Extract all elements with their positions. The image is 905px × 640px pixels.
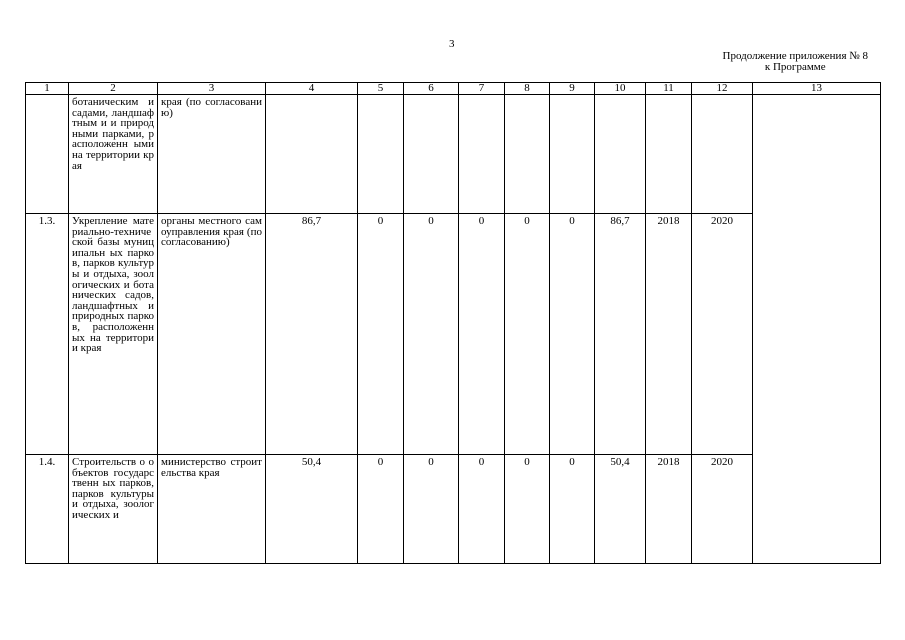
column-header: 6 <box>404 83 459 95</box>
value-cell: 50,4 <box>595 455 646 564</box>
measure-name: Укрепление материально-технической базы муниципальн ых парков, парков культуры и отдыха, зоологических и ботанических садов, ландшафтных и природных парков, расположенн ых на территории края <box>69 214 158 455</box>
row-number: 1.3. <box>26 214 69 455</box>
program-table <box>25 82 881 564</box>
value-cell <box>595 95 646 214</box>
executor: органы местного самоуправления края (по согласованию) <box>158 214 266 455</box>
column-header: 7 <box>459 83 505 95</box>
value-cell: 2018 <box>646 455 692 564</box>
appendix-line-1: Продолжение приложения № 8 <box>722 50 868 62</box>
value-cell <box>692 95 753 214</box>
value-cell: 0 <box>505 214 550 455</box>
value-cell: 0 <box>358 214 404 455</box>
measure-name: ботаническим и садами, ландшафтным и и природными парками, расположенн ыми на территории края <box>69 95 158 214</box>
value-cell: 0 <box>459 214 505 455</box>
column-header: 1 <box>26 83 69 95</box>
value-cell <box>505 95 550 214</box>
value-cell <box>266 95 358 214</box>
value-cell: 0 <box>459 455 505 564</box>
value-cell: 50,4 <box>266 455 358 564</box>
value-cell <box>459 95 505 214</box>
note-cell <box>753 95 881 564</box>
value-cell: 0 <box>550 455 595 564</box>
appendix-line-2: к Программе <box>764 61 826 73</box>
row-number <box>26 95 69 214</box>
value-cell: 0 <box>404 214 459 455</box>
column-header: 3 <box>158 83 266 95</box>
value-cell: 86,7 <box>266 214 358 455</box>
value-cell: 86,7 <box>595 214 646 455</box>
column-header: 8 <box>505 83 550 95</box>
row-number: 1.4. <box>26 455 69 564</box>
table-row <box>26 455 881 564</box>
column-header: 4 <box>266 83 358 95</box>
column-header: 12 <box>692 83 753 95</box>
value-cell: 2020 <box>692 214 753 455</box>
value-cell <box>358 95 404 214</box>
value-cell: 0 <box>358 455 404 564</box>
column-header: 10 <box>595 83 646 95</box>
column-header: 2 <box>69 83 158 95</box>
value-cell: 2020 <box>692 455 753 564</box>
measure-name: Строительств о объектов государственн ых парков, парков культуры и отдыха, зоологических и <box>69 455 158 564</box>
value-cell: 0 <box>404 455 459 564</box>
column-header: 11 <box>646 83 692 95</box>
value-cell <box>646 95 692 214</box>
table-row <box>26 214 881 455</box>
column-header: 9 <box>550 83 595 95</box>
executor: края (по согласованию) <box>158 95 266 214</box>
value-cell: 2018 <box>646 214 692 455</box>
column-header: 13 <box>753 83 881 95</box>
page-number: 3 <box>449 38 455 50</box>
value-cell: 0 <box>505 455 550 564</box>
column-header: 5 <box>358 83 404 95</box>
value-cell: 0 <box>550 214 595 455</box>
appendix-caption <box>723 51 868 73</box>
column-number-row <box>26 83 881 95</box>
table-row <box>26 95 881 214</box>
executor: министерство строительства края <box>158 455 266 564</box>
value-cell <box>404 95 459 214</box>
value-cell <box>550 95 595 214</box>
